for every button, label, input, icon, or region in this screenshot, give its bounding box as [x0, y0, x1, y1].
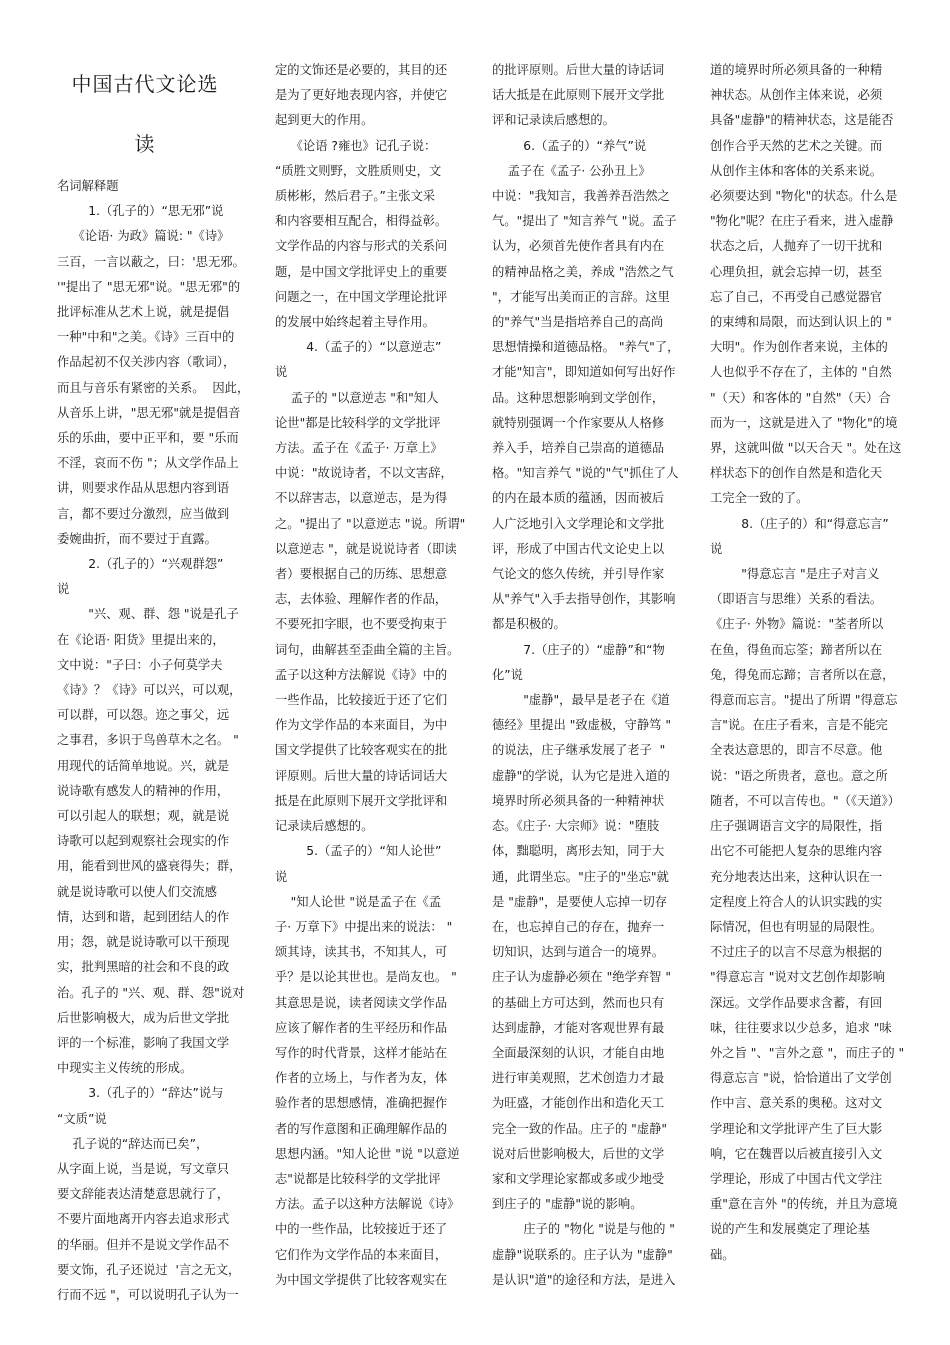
text-line: 评，形成了中国古代文论史上以: [492, 541, 665, 556]
text-line: 格。"知言养气 "说的"气"抓住了人: [492, 466, 679, 481]
text-line: 《论语 ?雍也》记孔子说：: [275, 138, 437, 153]
text-line: 态。《庄子· 大宗师》说："堕肢: [492, 819, 660, 834]
text-line: 味，往往要求以少总多，追求 "味: [710, 1020, 892, 1035]
text-line: 说: [57, 582, 70, 597]
column-2-text: [275, 58, 466, 1293]
column-1: [57, 58, 250, 1308]
text-line: 乐的乐曲，要中正平和，要 "乐而: [57, 431, 239, 446]
text-line: 全面最深刻的认识，才能自由地: [492, 1045, 665, 1060]
text-line: 具备"虚静"的精神状态，这是能否: [710, 113, 894, 128]
text-line: 作者的立场上，与作者为友，体: [275, 1071, 448, 1086]
text-line: 定的文饰还是必要的，其目的还: [275, 63, 448, 77]
text-line: 应该了解作者的生平经历和作品: [275, 1020, 448, 1035]
text-line: 用，能看到世风的盛衰得失；群，: [57, 859, 242, 874]
column-3: [492, 58, 680, 1293]
text-line: 评的一个标准，影响了我国文学: [57, 1035, 230, 1050]
text-line: 得意而忘言。"提出了所谓 "得意忘: [710, 693, 898, 708]
text-line: 到庄子的 "虚静"说的影响。: [492, 1197, 643, 1212]
text-line: 完全一致的作品。庄子的 "虚静": [492, 1121, 668, 1136]
text-line: 它们作为文学作品的本来面目，: [275, 1247, 448, 1262]
text-line: 验作者的思想感情，准确把握作: [275, 1096, 448, 1111]
text-line: 者）要根据自己的历练、思想意: [275, 567, 448, 582]
text-line: 中的一些作品，比较接近于还了: [275, 1222, 448, 1237]
text-line: 文学作品的内容与形式的关系问: [275, 239, 448, 254]
text-line: 中说："故说诗者，不以文害辞，: [275, 466, 453, 481]
text-line: "（天）和客体的 "自然"（天）合: [710, 390, 891, 405]
document-title: [57, 54, 233, 174]
text-line: 作品起初不仅关涉内容（歌词），: [57, 355, 236, 370]
text-line: 为旺盛，才能创作出和造化天工: [492, 1096, 665, 1111]
text-line: "物化"呢？在庄子看来，进入虚静: [710, 214, 894, 229]
text-line: 后世影响极大，成为后世文学批: [57, 1010, 230, 1025]
text-line: 作为文学作品的本来面目，为中: [275, 718, 448, 733]
text-line: 孟子的 "以意逆志 "和"知人: [275, 390, 439, 405]
text-line: 德经》里提出 "致虚极，守静笃 ": [492, 718, 671, 733]
text-line: 作中言、意关系的奥秘。这对文: [710, 1096, 883, 1111]
text-line: 学理论，形成了中国古代文学注: [710, 1171, 883, 1186]
text-line: 的发展中始终起着主导作用。: [275, 315, 435, 330]
column-3-text: [492, 58, 680, 1293]
column-2: [275, 58, 466, 1293]
text-line: 孟子以这种方法解说《诗》中的: [275, 667, 448, 682]
text-line: 写作的时代背景，这样才能站在: [275, 1045, 448, 1060]
text-line: "，才能写出美而正的言辞。这里: [492, 289, 670, 304]
text-line: 出它不可能把人复杂的思维内容: [710, 844, 883, 859]
text-line: 的内在最本质的蕴涵，因而被后: [492, 491, 665, 506]
text-line: 道的境界时所必须具备的一种精: [710, 63, 883, 77]
text-line: 不要死扣字眼，也不要受拘束于: [275, 617, 448, 632]
text-line: 就是说诗歌可以使人们交流感: [57, 884, 217, 899]
text-line: 从"养气"入手去指导创作，其影响: [492, 592, 676, 607]
text-line: 得意忘言 "说，恰恰道出了文学创: [710, 1071, 892, 1086]
text-line: 庄子的 "物化 "说是与他的 ": [492, 1222, 675, 1237]
text-line: 情，达到和谐，起到团结人的作: [57, 909, 230, 924]
text-line: 7.（庄子的）“虚静”和“物: [492, 642, 665, 657]
text-line: 创作合乎天然的艺术之关键。而: [710, 138, 883, 153]
text-line: 体，黜聪明，离形去知，同于大: [492, 844, 665, 859]
text-line: “质胜文则野，文胜质则史，文: [275, 163, 442, 178]
text-line: 问题之一，在中国文学理论批评: [275, 289, 448, 304]
text-line: 在，也忘掉自己的存在，抛弃一: [492, 919, 665, 934]
text-line: 方法。孟子在《孟子· 万章上》: [275, 441, 443, 456]
text-line: 的华丽。但并不是说文学作品不: [57, 1237, 230, 1252]
text-line: 庄子认为虚静必须在 "绝学弃智 ": [492, 970, 671, 985]
text-line: 6.（孟子的）“养气”说: [492, 138, 647, 153]
text-line: 批评标准从艺术上说，就是提倡: [57, 305, 230, 320]
text-line: 言"说。在庄子看来，言是不能完: [710, 718, 888, 733]
text-line: 子· 万章下》中提出来的说法： ": [275, 919, 453, 934]
text-line: 境界时所必须具备的一种精神状: [492, 793, 665, 808]
text-line: 颂其诗，读其书，不知其人，可: [275, 945, 448, 960]
text-line: 《论语· 为政》篇说: "《诗》: [57, 229, 230, 244]
text-line: 之。"提出了 "以意逆志 "说。所谓": [275, 516, 466, 531]
text-line: （即语言与思维）关系的看法。: [710, 592, 883, 607]
text-line: 1.（孔子的）“思无邪”说: [57, 204, 224, 219]
text-line: 庄子强调语言文字的局限性，指: [710, 819, 883, 834]
text-line: 要文饰，孔子还说过 '言之无文，: [57, 1262, 241, 1277]
text-line: 者的写作意图和正确理解作品的: [275, 1121, 448, 1136]
text-line: "知人论世 "说是孟子在《孟: [275, 894, 442, 909]
text-line: 8.（庄子的）和“得意忘言”: [710, 516, 889, 531]
text-line: 实，批判黑暗的社会和不良的政: [57, 960, 230, 975]
title-line-1: 中国古代文论选: [71, 72, 219, 96]
text-line: 忘了自己，不再受自己感觉器官: [710, 289, 883, 304]
text-line: 进行审美观照，艺术创造力才最: [492, 1071, 665, 1086]
text-line: 气论文的悠久传统，并引导作家: [492, 567, 665, 582]
text-line: 在鱼，得鱼而忘筌；蹄者所以在: [710, 642, 883, 657]
text-line: 乎？是以论其世也。是尚友也。 ": [275, 970, 457, 985]
text-line: 用现代的话简单地说。兴，就是: [57, 758, 230, 773]
text-line: 孔子说的“辞达而已矣”，: [57, 1136, 209, 1151]
text-line: 气。"提出了 "知言养气 "说。孟子: [492, 214, 677, 229]
text-line: 《诗》？《诗》可以兴，可以观，: [57, 683, 242, 698]
text-line: 家和文学理论家都或多或少地受: [492, 1171, 665, 1186]
text-line: 3.（孔子的）“辞达”说与: [57, 1086, 224, 1101]
text-line: 为中国文学提供了比较客观实在: [275, 1272, 448, 1287]
text-line: 养入手，培养自己崇高的道德品: [492, 441, 665, 456]
text-line: 志"说都是比较科学的文学批评: [275, 1171, 441, 1186]
text-line: 样状态下的创作自然是和造化天: [710, 466, 883, 481]
text-line: “文质”说: [57, 1111, 107, 1126]
text-line: 从创作主体和客体的关系来说。: [710, 163, 883, 178]
text-line: 认为，必须首先使作者具有内在: [492, 239, 665, 254]
text-line: 以意逆志 "，就是说说诗者（即读: [275, 541, 457, 556]
text-line: 心理负担，就会忘掉一切，甚至: [710, 264, 883, 279]
text-line: 词句，曲解甚至歪曲全篇的主旨。: [275, 642, 460, 657]
text-line: 才能"知言"，即知道如何写出好作: [492, 365, 676, 380]
text-line: 必须要达到 "物化"的状态。什么是: [710, 189, 898, 204]
text-line: 之事君，多识于鸟兽草木之名。 ": [57, 733, 239, 748]
text-line: 础。: [710, 1247, 735, 1262]
text-line: 都是积极的。: [492, 617, 566, 632]
text-line: 4.（孟子的）“以意逆志”: [275, 340, 442, 355]
text-line: 是为了更好地表现内容，并使它: [275, 88, 448, 103]
text-line: 行而不远 "，可以说明孔子认为一: [57, 1287, 239, 1302]
text-line: 2.（孔子的）“兴观群怨”: [57, 557, 224, 572]
text-line: 说: [275, 365, 288, 380]
text-line: 状态之后，人抛弃了一切干扰和: [710, 239, 883, 254]
text-line: 记录读后感想的。: [275, 819, 374, 834]
text-line: 大明"。作为创作者来说，主体的: [710, 340, 888, 355]
text-line: 抵是在此原则下展开文学批评和: [275, 793, 448, 808]
text-line: 委婉曲折，而不要过于直露。: [57, 531, 217, 546]
text-line: 说: [275, 869, 288, 884]
column-1-text: [57, 174, 250, 1308]
text-line: 的基础上方可达到，然而也只有: [492, 995, 665, 1010]
text-line: 名词解释题: [57, 179, 119, 193]
text-line: 思想内涵。"知人论世 "说 "以意逆: [275, 1146, 460, 1161]
text-line: 评和记录读后感想的。: [492, 113, 615, 128]
text-line: 的束缚和局限，而达到认识上的 ": [710, 315, 892, 330]
text-line: 不以辞害志，以意逆志，是为得: [275, 491, 448, 506]
text-line: 题，是中国文学批评史上的重要: [275, 264, 448, 279]
text-line: 和内容要相互配合，相得益彰。: [275, 214, 448, 229]
text-line: 不淫，哀而不伤 "；从文学作品上: [57, 456, 239, 471]
text-line: 志，去体验、理解作者的作品，: [275, 592, 448, 607]
text-line: 充分地表达出来，这种认识在一: [710, 869, 883, 884]
text-line: 而且与音乐有紧密的关系。 因此，: [57, 380, 250, 395]
text-line: 的精神品格之美，养成 "浩然之气: [492, 264, 674, 279]
text-line: "得意忘言 "是庄子对言义: [710, 567, 880, 582]
text-line: 《庄子· 外物》篇说："荃者所以: [710, 617, 884, 632]
title-line-2: 读: [134, 132, 156, 156]
text-line: 方法。孟子以这种方法解说《诗》: [275, 1197, 460, 1212]
text-line: 响，它在魏晋以后被直接引入文: [710, 1146, 883, 1161]
text-line: 用；怨，就是说诗歌可以干预现: [57, 935, 230, 950]
text-line: 言，都不要过分激烈，应当做到: [57, 506, 230, 521]
column-4-text: [710, 58, 905, 1268]
text-line: 中说："我知言，我善养吾浩然之: [492, 189, 670, 204]
text-line: 文中说："子曰：小子何莫学夫: [57, 657, 223, 672]
text-line: 的批评原则。后世大量的诗话词: [492, 63, 665, 77]
text-line: 的"养气"当是指培养自己的高尚: [492, 315, 664, 330]
text-line: 其意思是说，读者阅读文学作品: [275, 995, 448, 1010]
text-line: 神状态。从创作主体来说，必须: [710, 88, 883, 103]
text-line: 而为一，这就是进入了 "物化"的境: [710, 415, 898, 430]
text-line: 是认识"道"的途径和方法，是进入: [492, 1272, 676, 1287]
text-line: 质彬彬，然后君子。”主张文采: [275, 189, 436, 204]
text-line: 化”说: [492, 667, 523, 682]
text-line: 的说法，庄子继承发展了老子 ": [492, 743, 666, 758]
text-line: 评原则。后世大量的诗话词话大: [275, 768, 448, 783]
text-line: 外之旨 "、"言外之意 "，而庄子的 ": [710, 1045, 905, 1060]
text-line: 际情况，但也有明显的局限性。: [710, 919, 883, 934]
text-line: 随者，不可以言传也。"（《天道》）: [710, 793, 901, 808]
text-line: 国文学提供了比较客观实在的批: [275, 743, 448, 758]
text-line: 虚静"说联系的。庄子认为 "虚静": [492, 1247, 673, 1262]
text-line: 讲，则要求作品从思想内容到语: [57, 481, 230, 496]
text-line: 兔，得兔而忘蹄；言者所以在意，: [710, 667, 895, 682]
text-line: 定程度上符合人的认识实践的实: [710, 894, 883, 909]
text-line: 5.（孟子的）“知人论世”: [275, 844, 442, 859]
text-line: 通，此谓坐忘。"庄子的"坐忘"就: [492, 869, 669, 884]
text-line: 全表达意思的，即言不尽意。他: [710, 743, 883, 758]
text-line: "兴、观、群、怨 "说是孔子: [57, 607, 239, 622]
text-line: 话大抵是在此原则下展开文学批: [492, 88, 665, 103]
text-line: 可以群，可以怨。迩之事父，远: [57, 708, 230, 723]
text-line: 界，这就叫做 "以天合天 "。处在这: [710, 441, 902, 456]
text-line: 孟子在《孟子· 公孙丑上》: [492, 163, 651, 178]
text-line: 一种"中和"之美。《诗》三百中的: [57, 330, 235, 345]
text-line: 达到虚静，才能对客观世界有最: [492, 1020, 665, 1035]
text-line: 人也似乎不存在了，主体的 "自然: [710, 365, 892, 380]
text-line: 论世"都是比较科学的文学批评: [275, 415, 441, 430]
text-line: 从音乐上讲，"思无邪"就是提倡音: [57, 405, 241, 420]
text-line: 说诗歌有感发人的精神的作用，: [57, 783, 230, 798]
text-line: 说: [710, 541, 723, 556]
text-line: "得意忘言 "说对文艺创作却影响: [710, 970, 886, 985]
text-line: 说对后世影响极大，后世的文学: [492, 1146, 665, 1161]
text-line: 诗歌可以起到观察社会现实的作: [57, 834, 230, 849]
text-line: 说的产生和发展奠定了理论基: [710, 1222, 870, 1237]
text-line: 中现实主义传统的形成。: [57, 1061, 193, 1076]
text-line: 思想情操和道德品格。 "养气"了，: [492, 340, 680, 355]
text-line: 从字面上说，当是说，写文章只: [57, 1161, 230, 1176]
text-line: 不过庄子的以言不尽意为根据的: [710, 945, 883, 960]
text-line: 人广泛地引入文学理论和文学批: [492, 516, 665, 531]
text-line: 起到更大的作用。: [275, 113, 374, 128]
text-line: 要文辞能表达清楚意思就行了，: [57, 1187, 230, 1202]
text-line: 是 "虚静"，是要使人忘掉一切存: [492, 894, 668, 909]
text-line: 说："语之所贵者，意也。意之所: [710, 768, 888, 783]
text-line: 三百，一言以蔽之，曰：'思无邪。: [57, 254, 245, 269]
text-line: 在《论语· 阳货》里提出来的，: [57, 632, 225, 647]
text-line: 可以引起人的联想；观，就是说: [57, 809, 230, 824]
text-line: "虚静"，最早是老子在《道: [492, 693, 670, 708]
text-line: 治。孔子的 "兴、观、群、怨"说对: [57, 985, 245, 1000]
text-line: 一些作品，比较接近于还了它们: [275, 693, 448, 708]
text-line: 重"意在言外 "的传统，并且为意境: [710, 1197, 898, 1212]
text-line: '"提出了 "思无邪"说。"思无邪"的: [57, 279, 241, 294]
text-line: 就特别强调一个作家要从人格修: [492, 415, 665, 430]
column-4: [710, 58, 905, 1268]
text-line: 虚静"的学说，认为它是进入道的: [492, 768, 670, 783]
text-line: 工完全一致的了。: [710, 491, 809, 506]
text-line: 不要片面地离开内容去追求形式: [57, 1212, 230, 1227]
text-line: 深远。文学作品要求含蓄，有回: [710, 995, 883, 1010]
text-line: 品。这种思想影响到文学创作，: [492, 390, 665, 405]
text-line: 学理论和文学批评产生了巨大影: [710, 1121, 883, 1136]
text-line: 切知识，达到与道合一的境界。: [492, 945, 665, 960]
